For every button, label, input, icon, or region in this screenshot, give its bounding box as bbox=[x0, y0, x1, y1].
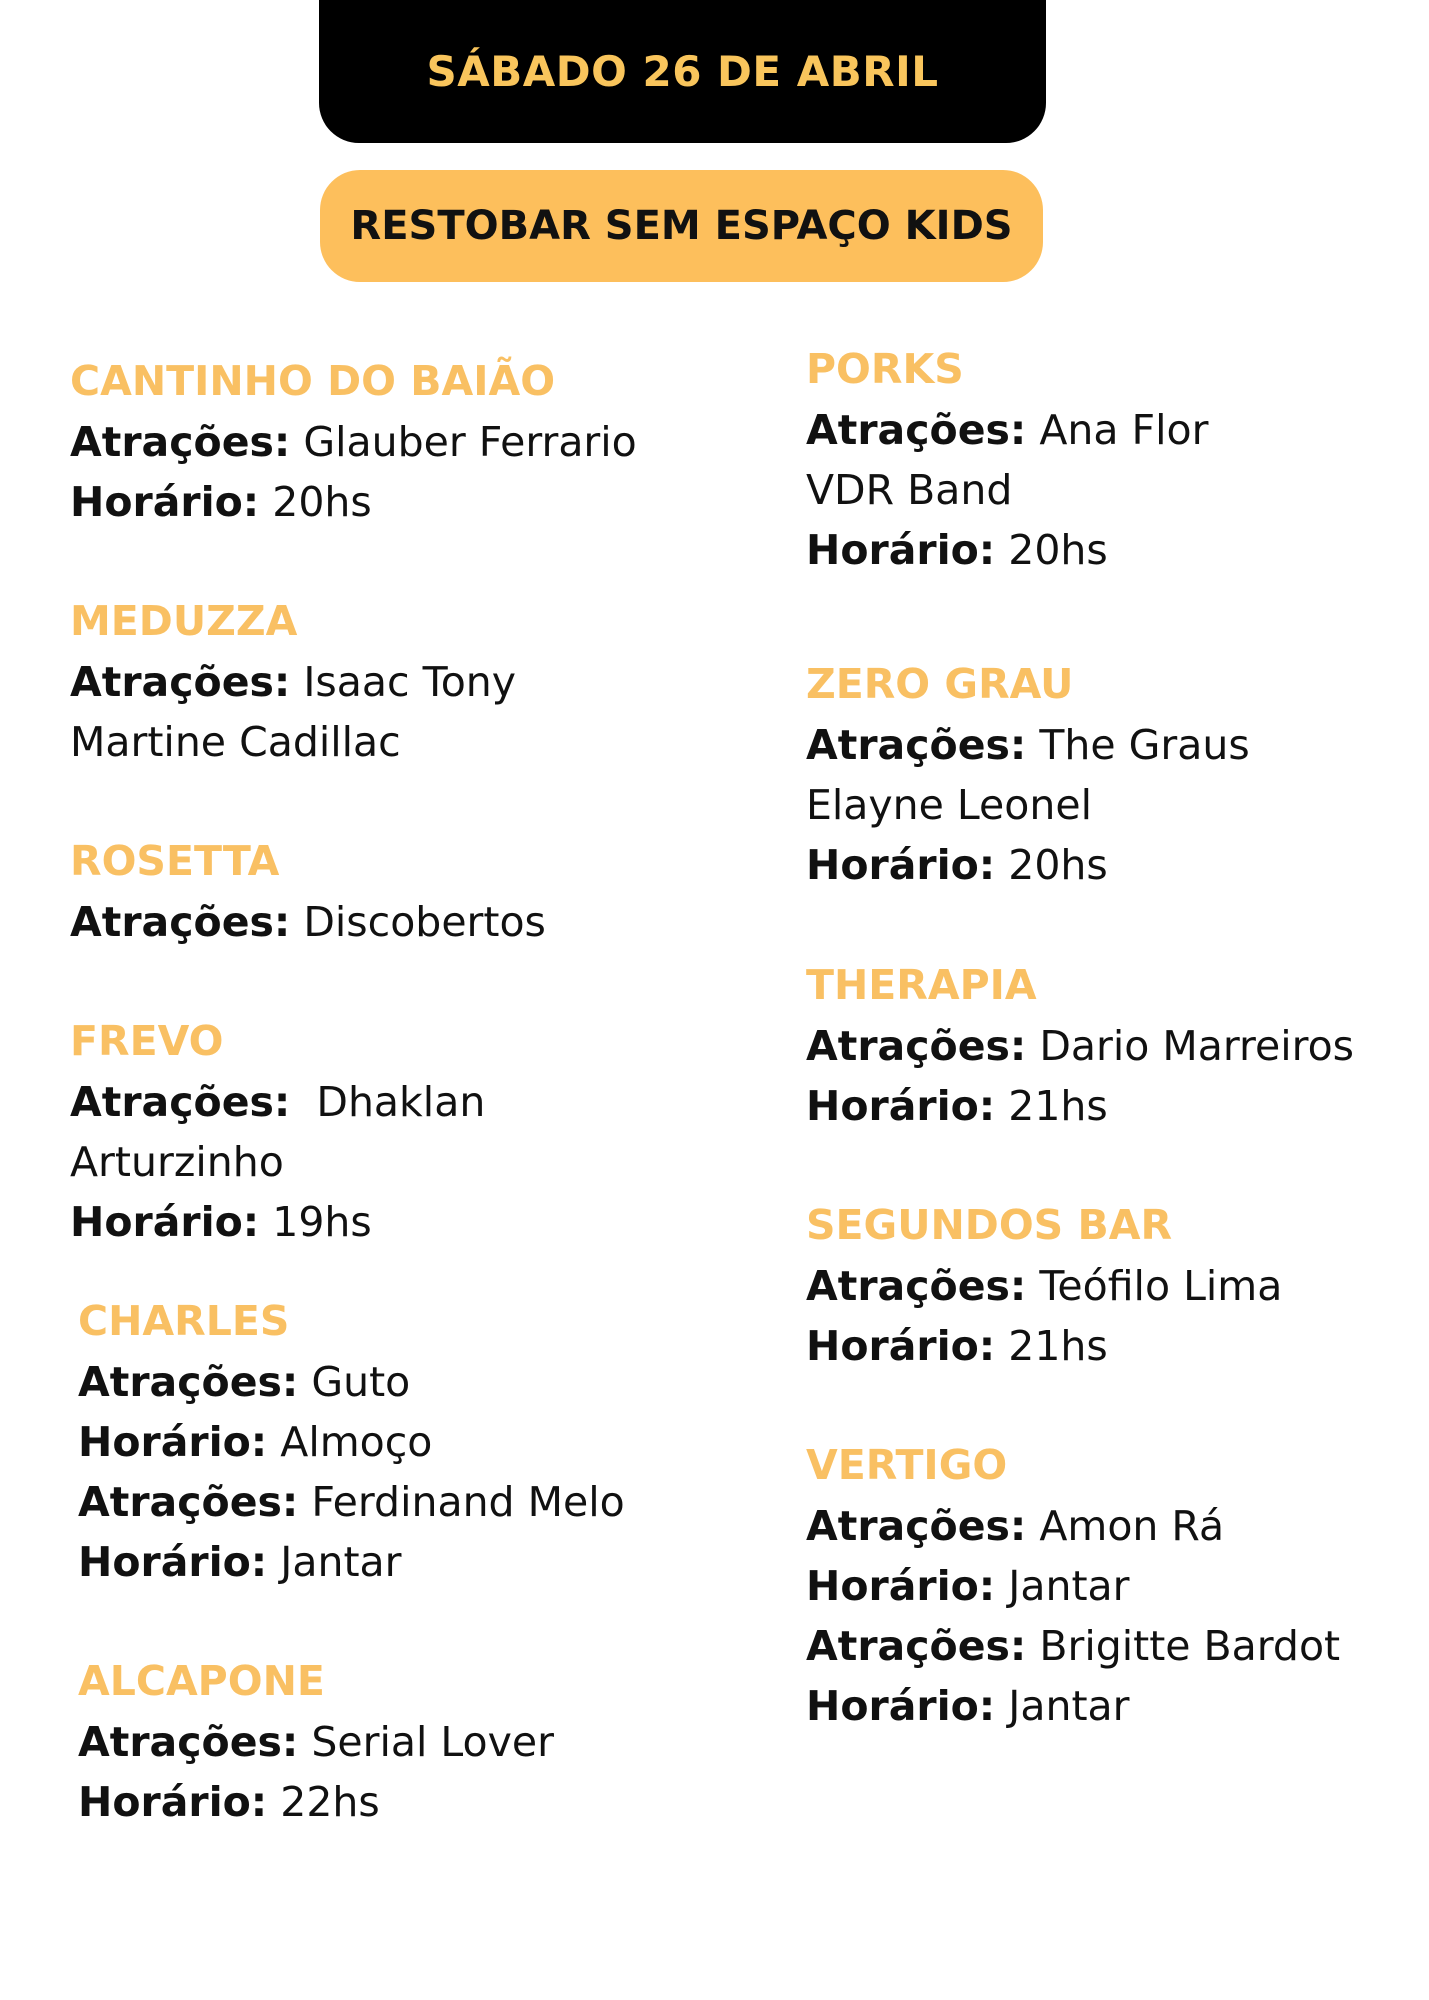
venue-rosetta bbox=[70, 831, 710, 952]
venue-detail-line bbox=[806, 1496, 1429, 1556]
venue-name: ZERO GRAU bbox=[806, 660, 1074, 708]
detail-label: Atrações: bbox=[78, 1358, 299, 1406]
detail-label: Atrações: bbox=[806, 1022, 1027, 1070]
venue-name: CHARLES bbox=[78, 1297, 290, 1345]
detail-label: Atrações: bbox=[70, 658, 291, 706]
detail-value: 21hs bbox=[1008, 1322, 1108, 1370]
venue-cantinho-do-baiao bbox=[70, 351, 710, 532]
venue-detail-line bbox=[78, 1412, 718, 1472]
venue-name: CANTINHO DO BAIÃO bbox=[70, 357, 556, 405]
detail-value: Ana Flor bbox=[1039, 406, 1209, 454]
venue-detail-line bbox=[806, 1256, 1429, 1316]
detail-label: Atrações: bbox=[806, 721, 1027, 769]
detail-value: Jantar bbox=[1008, 1682, 1130, 1730]
restobar-banner bbox=[320, 170, 1043, 282]
detail-label: Atrações: bbox=[78, 1478, 299, 1526]
detail-label: Horário: bbox=[806, 1562, 996, 1610]
detail-value: Glauber Ferrario bbox=[303, 418, 637, 466]
venue-frevo bbox=[70, 1011, 710, 1252]
detail-label: Atrações: bbox=[806, 406, 1027, 454]
detail-value: Arturzinho bbox=[70, 1138, 284, 1186]
venue-detail-line bbox=[70, 712, 710, 772]
venue-detail-line bbox=[806, 775, 1429, 835]
venue-detail-line bbox=[806, 1616, 1429, 1676]
detail-value: Brigitte Bardot bbox=[1039, 1622, 1341, 1670]
venue-detail-line bbox=[70, 472, 710, 532]
venue-meduzza bbox=[70, 591, 710, 772]
detail-value: Guto bbox=[311, 1358, 411, 1406]
venue-name: ALCAPONE bbox=[78, 1657, 325, 1705]
detail-value: Serial Lover bbox=[311, 1718, 554, 1766]
venue-detail-line bbox=[70, 1192, 710, 1252]
venue-detail-line bbox=[78, 1532, 718, 1592]
venue-detail-line bbox=[78, 1472, 718, 1532]
detail-label: Atrações: bbox=[78, 1718, 299, 1766]
detail-value: Ferdinand Melo bbox=[311, 1478, 625, 1526]
venue-detail-line bbox=[806, 1016, 1429, 1076]
venue-detail-line bbox=[78, 1712, 718, 1772]
venue-detail-line bbox=[806, 1316, 1429, 1376]
venue-porks bbox=[806, 339, 1429, 580]
venue-segundos-bar bbox=[806, 1195, 1429, 1376]
detail-label: Atrações: bbox=[70, 1078, 291, 1126]
venue-name: VERTIGO bbox=[806, 1441, 1008, 1489]
venue-detail-line bbox=[70, 412, 710, 472]
restobar-subtitle: RESTOBAR SEM ESPAÇO KIDS bbox=[350, 203, 1013, 249]
detail-label: Horário: bbox=[78, 1418, 268, 1466]
detail-value: Teófilo Lima bbox=[1039, 1262, 1283, 1310]
detail-label: Horário: bbox=[806, 526, 996, 574]
detail-value: 20hs bbox=[1008, 526, 1108, 574]
detail-value: Isaac Tony bbox=[303, 658, 517, 706]
detail-value: Jantar bbox=[1008, 1562, 1130, 1610]
detail-label: Atrações: bbox=[70, 898, 291, 946]
detail-value: The Graus bbox=[1039, 721, 1250, 769]
venue-charles bbox=[78, 1291, 718, 1592]
venue-detail-line bbox=[70, 652, 710, 712]
detail-label: Atrações: bbox=[806, 1262, 1027, 1310]
detail-label: Horário: bbox=[70, 1198, 260, 1246]
venue-detail-line bbox=[806, 1676, 1429, 1736]
detail-label: Horário: bbox=[78, 1538, 268, 1586]
venue-detail-line bbox=[806, 835, 1429, 895]
detail-value: Dario Marreiros bbox=[1039, 1022, 1355, 1070]
detail-value: Amon Rá bbox=[1039, 1502, 1225, 1550]
venue-name: PORKS bbox=[806, 345, 964, 393]
venue-detail-line bbox=[806, 715, 1429, 775]
detail-value: Almoço bbox=[280, 1418, 433, 1466]
venue-detail-line bbox=[806, 520, 1429, 580]
detail-value: 20hs bbox=[1008, 841, 1108, 889]
venue-name: FREVO bbox=[70, 1017, 224, 1065]
venue-detail-line bbox=[70, 892, 710, 952]
venue-detail-line bbox=[78, 1772, 718, 1832]
venue-name: THERAPIA bbox=[806, 961, 1037, 1009]
date-banner bbox=[319, 0, 1046, 143]
detail-label: Horário: bbox=[70, 478, 260, 526]
detail-value: Elayne Leonel bbox=[806, 781, 1092, 829]
venue-detail-line bbox=[70, 1072, 710, 1132]
detail-value: 22hs bbox=[280, 1778, 380, 1826]
detail-label: Atrações: bbox=[70, 418, 291, 466]
detail-value: 20hs bbox=[272, 478, 372, 526]
venue-vertigo bbox=[806, 1435, 1429, 1736]
venue-detail-line bbox=[806, 1076, 1429, 1136]
detail-value: Dhaklan bbox=[303, 1078, 486, 1126]
detail-label: Horário: bbox=[806, 841, 996, 889]
venue-detail-line bbox=[806, 460, 1429, 520]
detail-value: Martine Cadillac bbox=[70, 718, 401, 766]
detail-label: Horário: bbox=[806, 1082, 996, 1130]
venue-name: MEDUZZA bbox=[70, 597, 298, 645]
detail-value: Jantar bbox=[280, 1538, 402, 1586]
detail-label: Horário: bbox=[806, 1682, 996, 1730]
venue-name: ROSETTA bbox=[70, 837, 280, 885]
venue-detail-line bbox=[78, 1352, 718, 1412]
detail-value: Discobertos bbox=[303, 898, 546, 946]
detail-value: VDR Band bbox=[806, 466, 1013, 514]
venue-zero-grau bbox=[806, 654, 1429, 895]
venue-alcapone bbox=[78, 1651, 718, 1832]
detail-value: 21hs bbox=[1008, 1082, 1108, 1130]
detail-label: Atrações: bbox=[806, 1622, 1027, 1670]
venue-detail-line bbox=[806, 1556, 1429, 1616]
detail-value: 19hs bbox=[272, 1198, 372, 1246]
venue-name: SEGUNDOS BAR bbox=[806, 1201, 1173, 1249]
venue-detail-line bbox=[806, 400, 1429, 460]
detail-label: Horário: bbox=[806, 1322, 996, 1370]
detail-label: Atrações: bbox=[806, 1502, 1027, 1550]
venue-therapia bbox=[806, 955, 1429, 1136]
venue-detail-line bbox=[70, 1132, 710, 1192]
detail-label: Horário: bbox=[78, 1778, 268, 1826]
date-title: SÁBADO 26 DE ABRIL bbox=[426, 47, 939, 96]
